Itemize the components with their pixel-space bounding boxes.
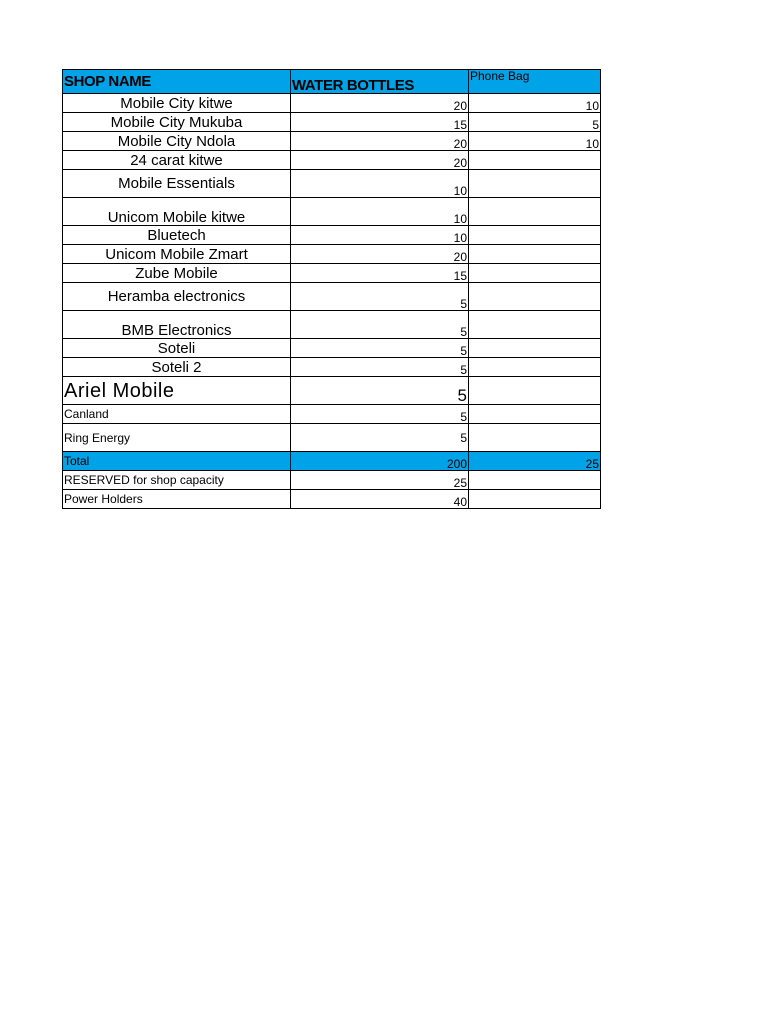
- water-bottles-cell[interactable]: 5: [291, 405, 469, 424]
- shop-name-cell[interactable]: Ring Energy: [63, 424, 291, 452]
- table-row: [63, 198, 601, 226]
- total-phone-bag[interactable]: 25: [469, 452, 601, 471]
- power-holders-phone-bag[interactable]: [469, 490, 601, 509]
- phone-bag-cell[interactable]: [469, 226, 601, 245]
- table-row: [63, 264, 601, 283]
- shop-name-cell[interactable]: Mobile Essentials: [63, 170, 291, 198]
- table-row: [63, 377, 601, 405]
- water-bottles-cell[interactable]: 5: [291, 283, 469, 311]
- reserved-water-bottles[interactable]: 25: [291, 471, 469, 490]
- phone-bag-cell[interactable]: [469, 311, 601, 339]
- reserved-row: [63, 471, 601, 490]
- header-row: [63, 70, 601, 94]
- water-bottles-cell[interactable]: 5: [291, 339, 469, 358]
- shop-name-cell[interactable]: Bluetech: [63, 226, 291, 245]
- shop-name-cell[interactable]: Mobile City Ndola: [63, 132, 291, 151]
- header-shop-name[interactable]: SHOP NAME: [63, 70, 291, 94]
- water-bottles-cell[interactable]: 5: [291, 311, 469, 339]
- table-row: [63, 283, 601, 311]
- water-bottles-cell[interactable]: 5: [291, 358, 469, 377]
- phone-bag-cell[interactable]: [469, 405, 601, 424]
- power-holders-label[interactable]: Power Holders: [63, 490, 291, 509]
- shop-name-cell[interactable]: Canland: [63, 405, 291, 424]
- water-bottles-cell[interactable]: 20: [291, 151, 469, 170]
- header-water-bottles[interactable]: WATER BOTTLES: [291, 70, 469, 94]
- total-row: [63, 452, 601, 471]
- shop-name-cell[interactable]: 24 carat kitwe: [63, 151, 291, 170]
- water-bottles-cell[interactable]: 5: [291, 424, 469, 452]
- table-row: [63, 132, 601, 151]
- water-bottles-cell[interactable]: 15: [291, 264, 469, 283]
- water-bottles-cell[interactable]: 20: [291, 132, 469, 151]
- phone-bag-cell[interactable]: [469, 424, 601, 452]
- table-row: [63, 226, 601, 245]
- shop-name-cell[interactable]: Heramba electronics: [63, 283, 291, 311]
- table-row: [63, 424, 601, 452]
- table-row: [63, 339, 601, 358]
- phone-bag-cell[interactable]: [469, 283, 601, 311]
- shop-name-cell[interactable]: Unicom Mobile Zmart: [63, 245, 291, 264]
- water-bottles-cell[interactable]: 10: [291, 170, 469, 198]
- total-label[interactable]: Total: [63, 452, 291, 471]
- power-holders-water-bottles[interactable]: 40: [291, 490, 469, 509]
- phone-bag-cell[interactable]: [469, 339, 601, 358]
- shop-name-cell[interactable]: Soteli: [63, 339, 291, 358]
- shop-name-cell[interactable]: Soteli 2: [63, 358, 291, 377]
- header-phone-bag[interactable]: Phone Bag: [469, 70, 601, 94]
- table-row: [63, 170, 601, 198]
- phone-bag-cell[interactable]: [469, 245, 601, 264]
- phone-bag-cell[interactable]: 10: [469, 94, 601, 113]
- power-holders-row: [63, 490, 601, 509]
- water-bottles-cell[interactable]: 15: [291, 113, 469, 132]
- water-bottles-cell[interactable]: 10: [291, 226, 469, 245]
- phone-bag-cell[interactable]: [469, 151, 601, 170]
- phone-bag-cell[interactable]: [469, 358, 601, 377]
- reserved-phone-bag[interactable]: [469, 471, 601, 490]
- water-bottles-cell[interactable]: 10: [291, 198, 469, 226]
- shop-name-cell[interactable]: Mobile City kitwe: [63, 94, 291, 113]
- shop-name-cell[interactable]: Mobile City Mukuba: [63, 113, 291, 132]
- phone-bag-cell[interactable]: [469, 377, 601, 405]
- table-row: [63, 94, 601, 113]
- water-bottles-cell[interactable]: 20: [291, 245, 469, 264]
- water-bottles-cell[interactable]: 5: [291, 377, 469, 405]
- phone-bag-cell[interactable]: [469, 198, 601, 226]
- table-row: [63, 245, 601, 264]
- table-row: [63, 151, 601, 170]
- phone-bag-cell[interactable]: 10: [469, 132, 601, 151]
- table-row: [63, 405, 601, 424]
- table-row: [63, 358, 601, 377]
- shop-name-cell[interactable]: Ariel Mobile: [63, 377, 291, 405]
- phone-bag-cell[interactable]: [469, 264, 601, 283]
- shop-name-cell[interactable]: Zube Mobile: [63, 264, 291, 283]
- shop-name-cell[interactable]: Unicom Mobile kitwe: [63, 198, 291, 226]
- table-row: [63, 113, 601, 132]
- total-water-bottles[interactable]: 200: [291, 452, 469, 471]
- water-bottles-cell[interactable]: 20: [291, 94, 469, 113]
- phone-bag-cell[interactable]: 5: [469, 113, 601, 132]
- table-row: [63, 311, 601, 339]
- reserved-label[interactable]: RESERVED for shop capacity: [63, 471, 291, 490]
- spreadsheet-table: [62, 69, 601, 509]
- phone-bag-cell[interactable]: [469, 170, 601, 198]
- shop-name-cell[interactable]: BMB Electronics: [63, 311, 291, 339]
